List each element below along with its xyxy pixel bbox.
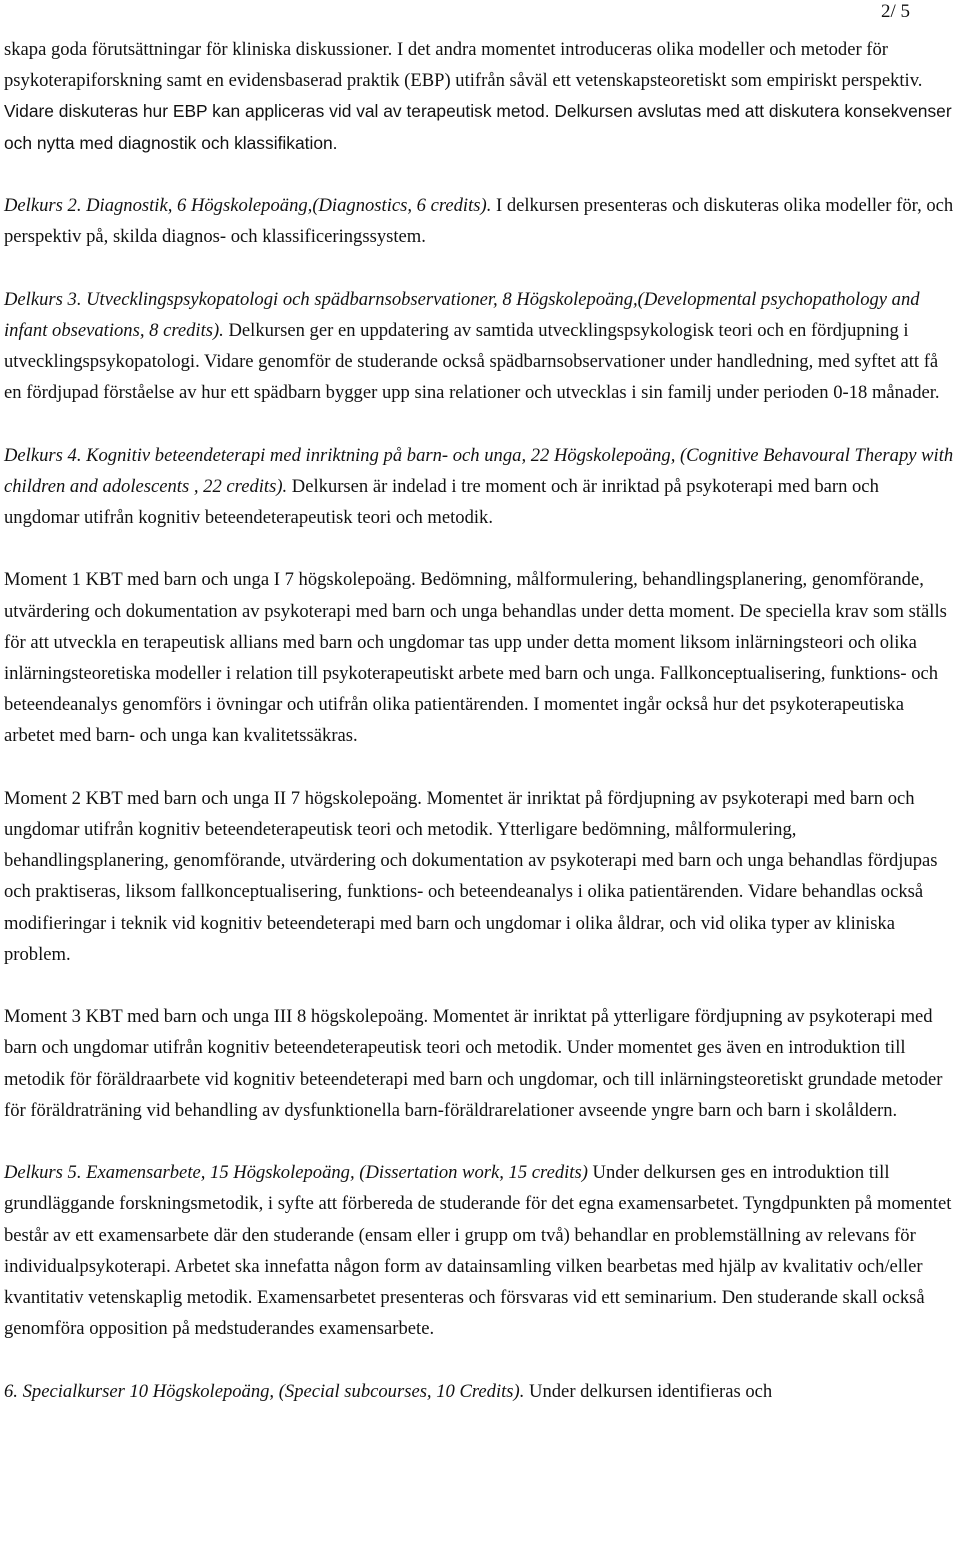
delkurs-2-body: I delkursen presenteras och diskuteras olika modeller för, och perspektiv på, skilda diagnos- och klassificeringssystem. — [4, 195, 954, 248]
intro-text: skapa goda förutsättningar för kliniska diskussioner. I det andra momentet introduceras olika modeller och metoder för psykoterapiforskning samt en evidensbaserad praktik (EBP) utifrån såväl ett vetenskapsteoretiskt som empiriskt perspektiv. — [4, 39, 923, 92]
delkurs-4-body: Delkursen är indelad i tre moment och är inriktad på psykoterapi med barn och ungdomar utifrån kognitiv beteendeterapeutisk teori och metodik. — [4, 475, 879, 528]
delkurs-5-body: Under delkursen ges en introduktion till grundläggande forskningsmetodik, i syfte att förbereda de studerande för det egna examensarbetet. Tyngdpunkten på momentet består av ett examensarbete där den studerande (ensam eller i grupp om två) behandlar en problemställning av relevans för individualpsykoterapi. Arbetet ska innefatta någon form av datainsamling vilken bearbetas med hjälp av kvalitativ och/eller kvantitativ vetenskaplig metodik. Examensarbetet presenteras och försvaras vid ett seminarium. Den studerande skall också genomföra opposition på medstuderandes examensarbete. — [4, 1162, 952, 1340]
moment-1-paragraph: Moment 1 KBT med barn och unga I 7 högskolepoäng. Bedömning, målformulering, behandlingsplanering, genomförande, utvärdering och dokumentation av psykoterapi med barn och unga behandlas under detta moment. De speciella krav som ställs för att utveckla en terapeutisk allians med barn och ungdomar tas upp under detta moment liksom inlärningsteori och olika inlärningsteoretiska modeller i relation till psykoterapeutiskt arbete med barn och unga. Fallkonceptualisering, funktions- och beteendeanalys genomförs i övningar och utifrån olika patientärenden. I momentet ingår också hur det psykoterapeutiska arbetet med barn- och unga kan kvalitetssäkras. — [4, 569, 947, 747]
delkurs-2-paragraph — [4, 190, 958, 252]
delkurs-5-heading: Delkurs 5. Examensarbete, 15 Högskolepoäng, (Dissertation work, 15 credits) — [4, 1162, 588, 1184]
document-body — [4, 34, 958, 1407]
special-courses-body: Under delkursen identifieras och — [524, 1380, 773, 1402]
delkurs-3-body: Delkursen ger en uppdatering av samtida utvecklingspsykologisk teori och en fördjupning i utvecklingspsykopatologi. Vidare genomför de studerande också spädbarnsobservationer under handledning, med syftet att få en fördjupad förståelse av hur ett spädbarn bygger upp sina relationer och utvecklas i sin familj under perioden 0-18 månader. — [4, 319, 940, 404]
delkurs-2-heading: Delkurs 2. Diagnostik, 6 Högskolepoäng,(Diagnostics, 6 credits). — [4, 195, 492, 216]
page-number: 2/ 5 — [880, 1, 910, 22]
special-courses-paragraph — [4, 1376, 958, 1407]
delkurs-4-heading: Delkurs 4. Kognitiv beteendeterapi med inriktning på barn- och unga, 22 Högskolepoäng, (Cognitive Behavoural Therapy with children and adolescents , 22 credits). — [4, 444, 954, 497]
delkurs-5-paragraph — [4, 1157, 958, 1344]
delkurs-3-paragraph — [4, 284, 958, 409]
moment-2-paragraph: Moment 2 KBT med barn och unga II 7 högskolepoäng. Momentet är inriktat på fördjupning av psykoterapi med barn och ungdomar utifrån kognitiv beteendeterapeutisk teori och metodik. Ytterligare bedömning, målformulering, behandlingsplanering, genomförande, utvärdering och dokumentation av psykoterapi med barn och unga behandlas fördjupas och praktiseras, liksom fallkonceptualisering, funktions- och beteendeanalys i olika patientärenden. Vidare behandlas också modifieringar i teknik vid kognitiv beteendeterapi med barn och ungdomar i olika åldrar, och vid olika typer av kliniska problem. — [4, 787, 938, 965]
special-courses-heading: 6. Specialkurser 10 Högskolepoäng, (Special subcourses, 10 Credits). — [4, 1380, 525, 1402]
intro-paragraph — [4, 34, 958, 159]
intro-sans-text: Vidare diskuteras hur EBP kan appliceras vid val av terapeutisk metod. Delkursen avslutas med att diskutera konsekvenser och nytta med diagnostik och klassifikation. — [4, 101, 952, 153]
delkurs-4-paragraph — [4, 440, 958, 534]
moment-3-paragraph: Moment 3 KBT med barn och unga III 8 högskolepoäng. Momentet är inriktat på ytterligare fördjupning av psykoterapi med barn och ungdomar utifrån kognitiv beteendeterapeutisk teori och metodik. Under momentet ges även en introduktion till metodik för föräldraarbete vid kognitiv beteendeterapi med barn och ungdomar, och till inlärningsteoretiskt grundade metoder för föräldraträning vid behandling av dysfunktionella barn-föräldrarelationer avseende yngre barn och barn i skolåldern. — [4, 1006, 943, 1121]
delkurs-3-heading: Delkurs 3. Utvecklingspsykopatologi och spädbarnsobservationer, 8 Högskolepoäng,(Developmental psychopathology and infant obsevations, 8 credits). — [4, 288, 920, 341]
